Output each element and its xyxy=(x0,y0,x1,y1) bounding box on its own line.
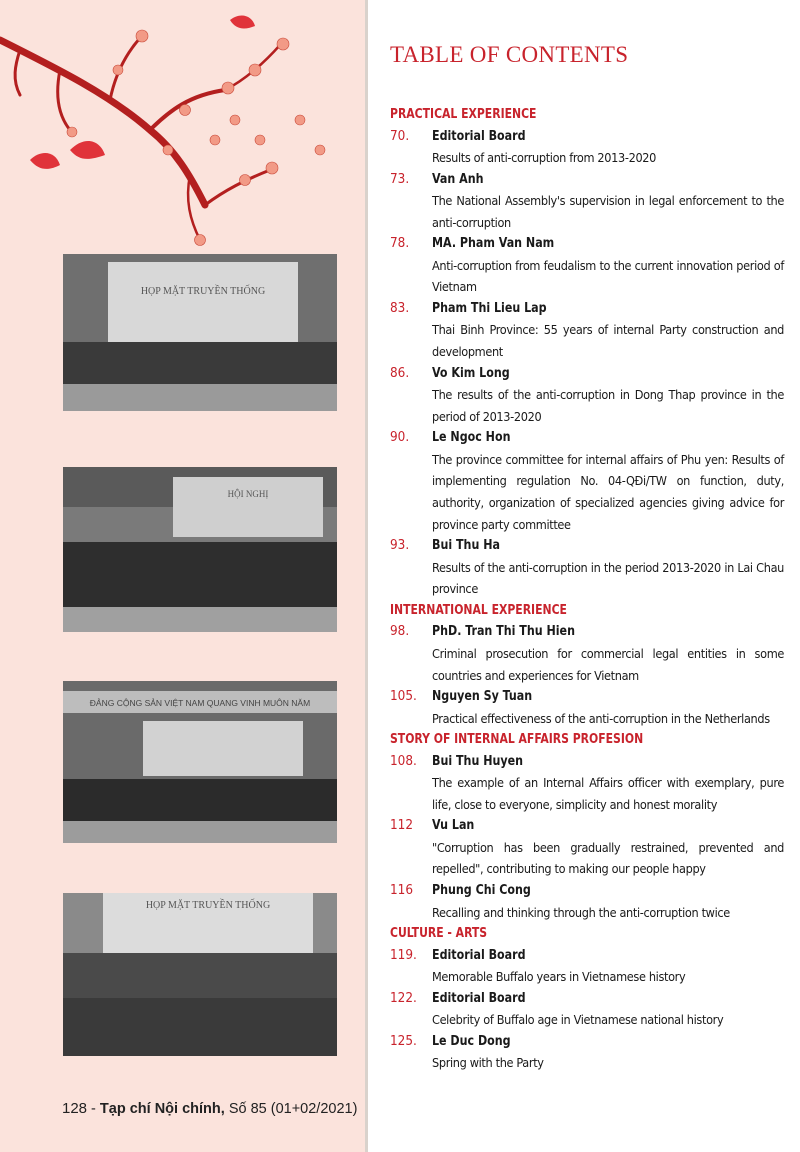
toc-entry[interactable] xyxy=(390,751,784,816)
toc-entry[interactable] xyxy=(390,363,784,428)
entry-title: Anti-corruption from feudalism to the current innovation period of Vietnam xyxy=(432,257,784,295)
journal-name: Tạp chí Nội chính, xyxy=(99,1101,225,1117)
entry-title: The results of the anti-corruption in Dong Thap province in the period of 2013-2020 xyxy=(432,387,784,424)
table-of-contents xyxy=(390,104,784,1074)
page-ref: 98. xyxy=(390,624,410,640)
page-ref: 125. xyxy=(390,1033,417,1049)
entry-title: Memorable Buffalo years in Vietnamese history xyxy=(432,969,686,985)
section-heading: PRACTICAL EXPERIENCE xyxy=(390,107,537,122)
event-photo-3 xyxy=(63,681,337,843)
page-ref: 108. xyxy=(390,753,417,769)
page-ref: 70. xyxy=(390,128,410,144)
issue-number: Số 85 (01+02/2021) xyxy=(224,1101,358,1117)
entry-author: Le Ngoc Hon xyxy=(432,430,511,446)
footer-separator: - xyxy=(87,1101,100,1117)
event-photo-1 xyxy=(63,254,337,411)
entry-title: "Corruption has been gradually restrained, prevented and repelled", contributing to making our people happy xyxy=(432,839,784,877)
photo-4-banner: HỌP MẶT TRUYỀN THỐNG xyxy=(145,900,271,911)
entry-author: Vo Kim Long xyxy=(432,365,510,381)
entry-author: Phung Chi Cong xyxy=(432,883,531,899)
toc-entry[interactable] xyxy=(390,621,784,686)
toc-entry[interactable] xyxy=(390,427,784,535)
toc-entry[interactable] xyxy=(390,535,784,600)
toc-entry[interactable] xyxy=(390,169,784,234)
page-ref: 116 xyxy=(390,883,413,899)
photo-1-banner: HỌP MẶT TRUYỀN THỐNG xyxy=(140,286,266,297)
page-ref: 122. xyxy=(390,990,417,1006)
toc-entry[interactable] xyxy=(390,126,784,169)
event-photo-2 xyxy=(63,467,337,632)
page-ref: 78. xyxy=(390,236,410,252)
page-ref: 105. xyxy=(390,689,417,705)
section-heading: INTERNATIONAL EXPERIENCE xyxy=(390,602,567,618)
entry-author: Nguyen Sy Tuan xyxy=(432,689,533,705)
page-ref: 86. xyxy=(390,365,410,381)
page-ref: 93. xyxy=(390,538,410,554)
entry-author: Editorial Board xyxy=(432,947,526,963)
toc-entry[interactable] xyxy=(390,686,784,729)
page-ref: 112 xyxy=(390,818,413,834)
entry-author: Bui Thu Ha xyxy=(432,538,500,554)
entry-author: MA. Pham Van Nam xyxy=(432,236,555,252)
page-ref: 90. xyxy=(390,430,410,446)
entry-author: Editorial Board xyxy=(432,990,526,1006)
event-photo-4 xyxy=(63,893,337,1056)
toc-entry[interactable] xyxy=(390,233,784,298)
entry-author: Vu Lan xyxy=(432,818,475,834)
entry-title: The example of an Internal Affairs officer with exemplary, pure life, close to everyone, simplicity and honest morality xyxy=(432,775,784,812)
entry-author: Bui Thu Huyen xyxy=(432,753,524,769)
entry-title: The province committee for internal affairs of Phu yen: Results of implementing regulation No. 04-QĐi/TW on function, duty, authority, organization of specialized agencies giving advice for province party committee xyxy=(432,451,784,532)
page-ref: 73. xyxy=(390,171,410,187)
toc-entry[interactable] xyxy=(390,945,784,988)
entry-title: Thai Binh Province: 55 years of internal Party construction and development xyxy=(432,322,784,360)
section-heading: CULTURE - ARTS xyxy=(390,926,488,942)
entry-title: Celebrity of Buffalo age in Vietnamese national history xyxy=(432,1012,724,1028)
photo-2-banner: HỘI NGHỊ xyxy=(227,489,269,499)
page-ref: 83. xyxy=(390,300,410,316)
entry-title: Results of anti-corruption from 2013-2020 xyxy=(432,150,657,165)
toc-entry[interactable] xyxy=(390,815,784,880)
entry-author: Editorial Board xyxy=(432,128,526,144)
entry-author: Van Anh xyxy=(432,171,484,187)
entry-title: Criminal prosecution for commercial legal entities in some countries and experiences for Vietnam xyxy=(432,645,784,683)
page-number: 128 xyxy=(62,1100,88,1117)
entry-title: The National Assembly's supervision in legal enforcement to the anti-corruption xyxy=(432,193,784,230)
page-ref: 119. xyxy=(390,947,417,963)
entry-title: Recalling and thinking through the anti-corruption twice xyxy=(432,904,730,920)
photo-3-banner: ĐẢNG CỘNG SẢN VIỆT NAM QUANG VINH MUÔN NĂM xyxy=(89,698,311,708)
entry-author: Pham Thi Lieu Lap xyxy=(432,300,547,316)
column-divider xyxy=(365,0,368,1152)
left-decor-panel xyxy=(0,0,365,1152)
entry-author: PhD. Tran Thi Thu Hien xyxy=(432,624,575,640)
toc-title: TABLE OF CONTENTS xyxy=(390,42,629,67)
toc-entry[interactable] xyxy=(390,988,784,1031)
toc-entry[interactable] xyxy=(390,880,784,923)
cherry-blossom-illustration xyxy=(0,0,365,250)
entry-title: Spring with the Party xyxy=(432,1055,544,1071)
entry-author: Le Duc Dong xyxy=(432,1033,511,1049)
section-heading: STORY OF INTERNAL AFFAIRS PROFESION xyxy=(390,732,644,748)
entry-title: Results of the anti-corruption in the period 2013-2020 in Lai Chau province xyxy=(432,559,784,597)
page-footer xyxy=(62,1100,357,1117)
entry-title: Practical effectiveness of the anti-corruption in the Netherlands xyxy=(432,710,770,726)
toc-entry[interactable] xyxy=(390,298,784,363)
toc-entry[interactable] xyxy=(390,1031,784,1074)
